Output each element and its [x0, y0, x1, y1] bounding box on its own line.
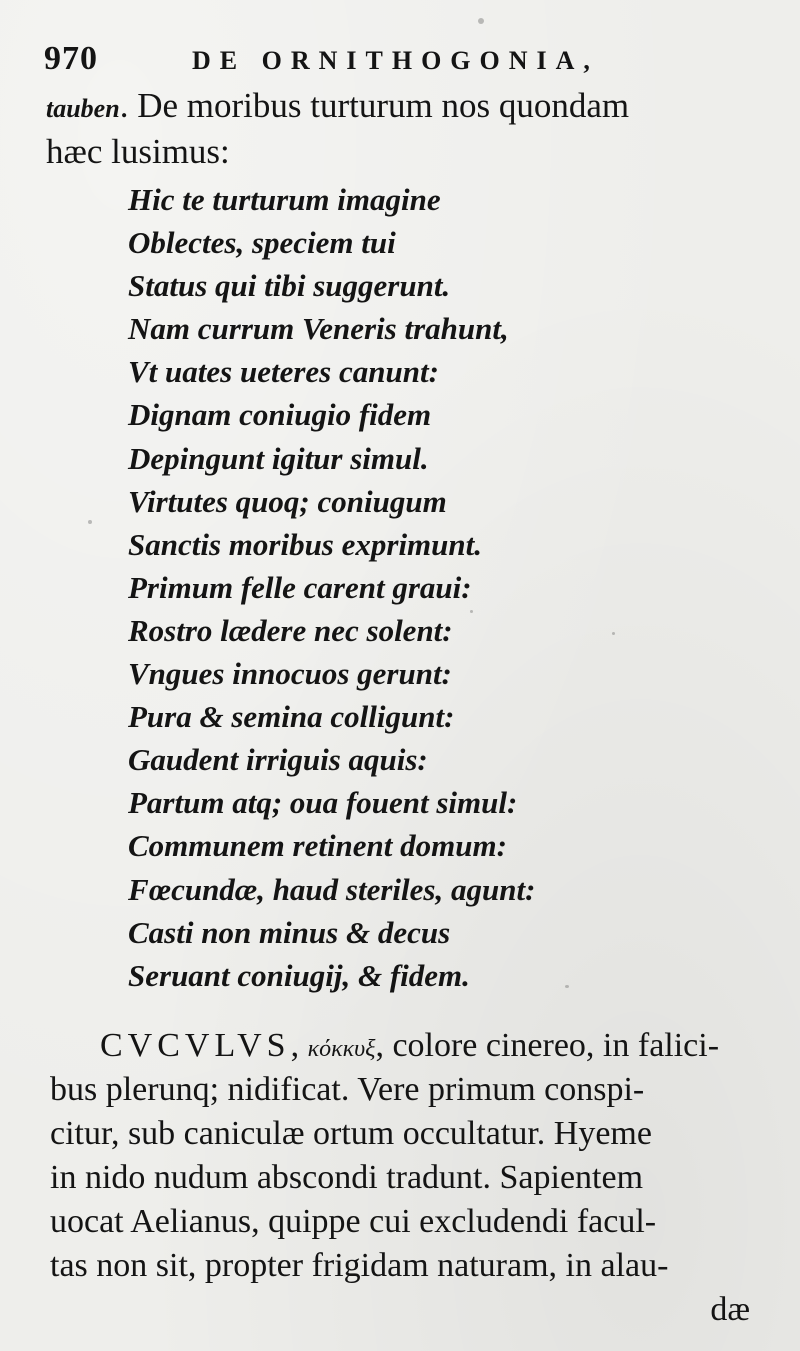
intro-line: [46, 84, 786, 130]
page-number: 970: [44, 40, 98, 77]
ink-speck: [612, 632, 615, 635]
ink-speck: [565, 985, 569, 988]
poem-verse: Vngues innocuos gerunt:: [128, 656, 452, 692]
poem-verse: Vt uates ueteres canunt:: [128, 354, 439, 390]
poem-verse: Communem retinent domum:: [128, 828, 507, 864]
prose-line: bus plerunq; nidificat. Vere primum conspi-: [50, 1071, 645, 1108]
prose-line-1-text: , colore cinereo, in falici-: [375, 1027, 720, 1064]
ink-speck: [88, 520, 92, 524]
prose-line: CVCVLVS, κόκκυξ, colore cinereo, in falici-: [100, 1027, 720, 1064]
poem-verse: Primum felle carent graui:: [128, 569, 472, 605]
ink-speck: [470, 610, 473, 613]
poem-verse: Hic te turturum imagine: [128, 182, 441, 217]
poem-verse: Pura & semina colligunt:: [128, 699, 455, 735]
prose-line: tas non sit, propter frigidam naturam, in alau-: [50, 1247, 669, 1284]
ink-speck: [478, 18, 484, 24]
poem-verse: Rostro lædere nec solent:: [128, 612, 453, 648]
poem-verse: Dignam coniugio fidem: [128, 397, 432, 433]
poem-verse: Oblectes, speciem tui: [128, 225, 396, 261]
poem-verse: Partum atq; oua fouent simul:: [128, 785, 518, 821]
poem-verse: Virtutes quoq; coniugum: [128, 483, 447, 519]
page-header: [44, 38, 644, 82]
prose-line: in nido nudum abscondi tradunt. Sapientem: [50, 1159, 644, 1196]
headword: CVCVLVS: [100, 1027, 291, 1064]
poem-verse: Gaudent irriguis aquis:: [128, 742, 428, 778]
intro-line-1-text: . De moribus turturum nos quondam: [119, 86, 630, 125]
poem-verse: Status qui tibi suggerunt.: [128, 268, 451, 304]
poem-verse: Fœcundæ, haud steriles, agunt:: [128, 871, 536, 907]
prose-line: citur, sub caniculæ ortum occultatur. Hyeme: [50, 1115, 652, 1152]
running-head: DE ORNITHOGONIA,: [192, 46, 599, 75]
poem: [128, 178, 668, 997]
catchword: dæ: [710, 1291, 750, 1328]
poem-verse: Depingunt igitur simul.: [128, 440, 429, 476]
prose-line: uocat Aelianus, quippe cui excludendi facul-: [50, 1203, 657, 1240]
poem-verse: Nam currum Veneris trahunt,: [128, 311, 509, 347]
intro-paragraph: [46, 84, 786, 173]
poem-verse: Casti non minus & decus: [128, 914, 451, 950]
poem-verse: Seruant coniugij, & fidem.: [128, 957, 470, 993]
german-word: tauben: [46, 94, 120, 123]
intro-line: hæc lusimus:: [46, 132, 230, 171]
cuculus-paragraph: [50, 1024, 790, 1332]
greek-term: κόκκυξ: [307, 1036, 376, 1062]
poem-verse: Sanctis moribus exprimunt.: [128, 526, 483, 562]
